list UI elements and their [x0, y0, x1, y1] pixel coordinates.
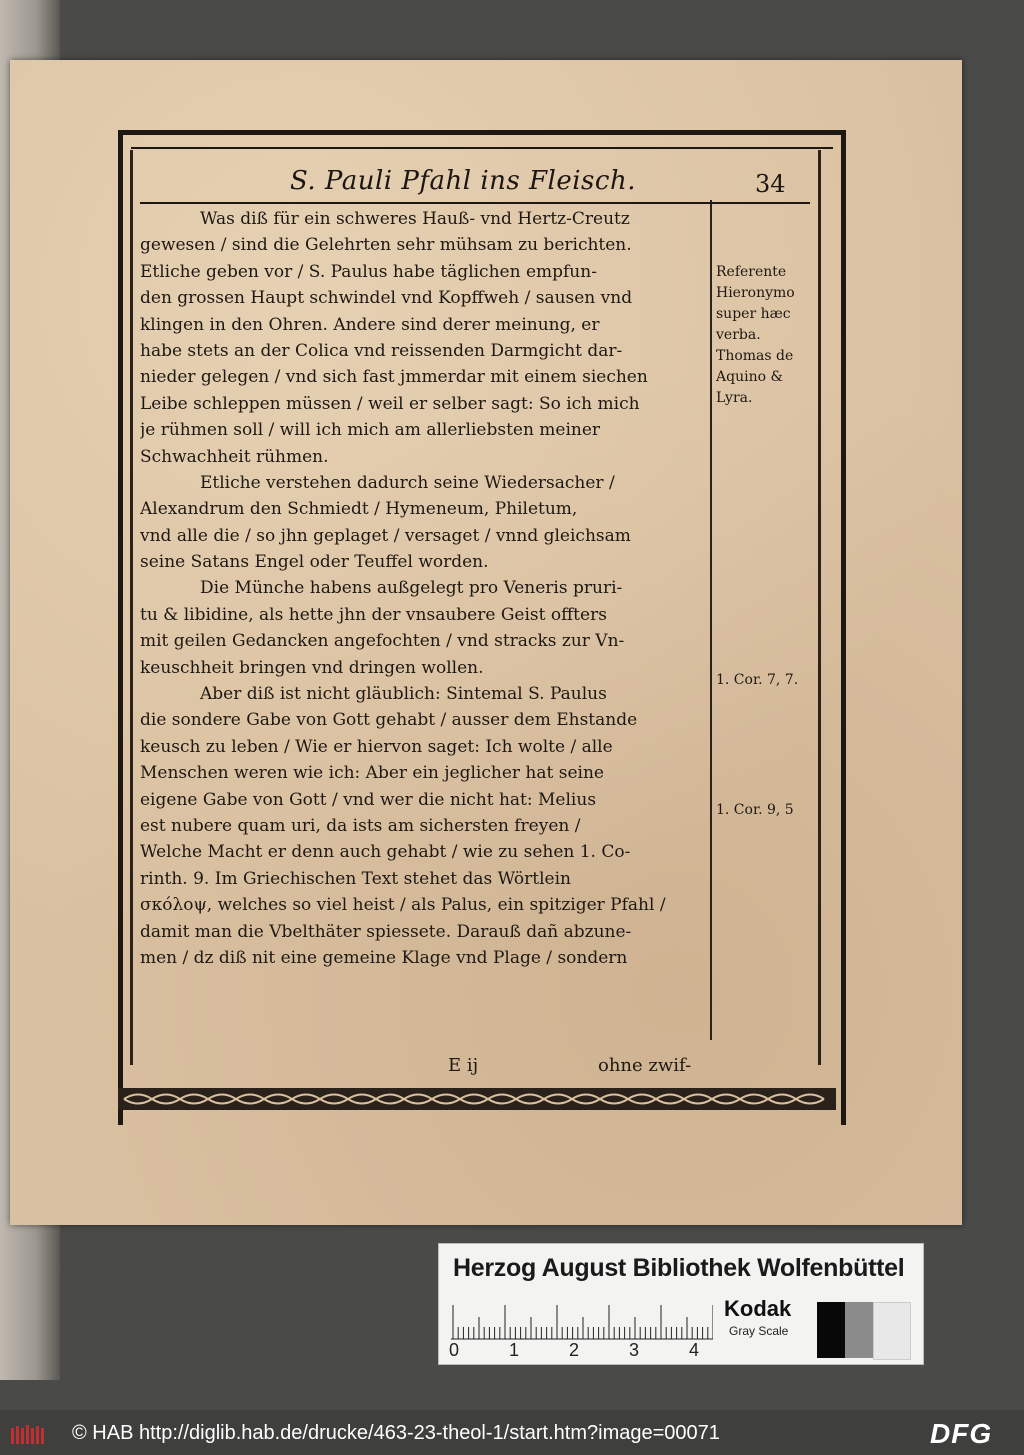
- body-line: Menschen weren wie ich: Aber ein jeglicher hat seine: [140, 763, 604, 784]
- margin-note-cor-9: [716, 800, 794, 821]
- footer-bar: [0, 1410, 1024, 1455]
- scale-number-1: 1: [509, 1340, 520, 1360]
- library-color-card: [438, 1243, 924, 1365]
- kodak-label: Kodak: [724, 1296, 792, 1321]
- scale-number-0: 0: [449, 1340, 460, 1360]
- body-line: die sondere Gabe von Gott gehabt / ausser dem Ehstande: [140, 710, 638, 731]
- inner-rule-left: [130, 150, 133, 1065]
- hab-logo-icon: [10, 1424, 44, 1446]
- signature-mark: E ij: [448, 1055, 479, 1076]
- body-line: tu & libidine, als hette jhn der vnsaubere Geist offters: [140, 604, 607, 625]
- ornament-border: [118, 1088, 836, 1110]
- page-number: 34: [755, 170, 786, 198]
- body-line: Die Münche habens außgelegt pro Veneris pruri-: [200, 578, 623, 599]
- margin-note-line: Lyra.: [716, 390, 753, 406]
- body-line: eigene Gabe von Gott / vnd wer die nicht hat: Melius: [140, 789, 597, 810]
- body-line: seine Satans Engel oder Teuffel worden.: [140, 552, 489, 573]
- margin-note-line: Aquino &: [716, 369, 783, 385]
- body-line: habe stets an der Colica vnd reissenden Darmgicht dar-: [140, 340, 623, 361]
- gray-patch-black: [817, 1302, 845, 1358]
- body-line: Was diß für ein schweres Hauß- vnd Hertz-Creutz: [200, 209, 630, 229]
- body-text: [140, 206, 708, 971]
- body-line: Schwachheit rühmen.: [140, 446, 329, 467]
- body-line: gewesen / sind die Gelehrten sehr mühsam zu berichten.: [140, 235, 632, 256]
- copyright-link[interactable]: © HAB http://diglib.hab.de/drucke/463-23-theol-1/start.htm?image=00071: [72, 1422, 720, 1444]
- body-line: Alexandrum den Schmiedt / Hymeneum, Philetum,: [140, 499, 578, 520]
- margin-note-line: verba.: [716, 327, 761, 343]
- body-line: men / dz diß nit eine gemeine Klage vnd Plage / sondern: [140, 947, 628, 968]
- margin-note-line: 1. Cor. 9, 5: [716, 802, 794, 818]
- body-line: Leibe schleppen müssen / weil er selber sagt: So ich mich: [140, 393, 640, 414]
- body-line: Etliche verstehen dadurch seine Wiedersacher /: [200, 472, 615, 493]
- catchword: ohne zwif-: [598, 1055, 692, 1076]
- gray-patch-light: [873, 1302, 911, 1360]
- scale-ruler: [451, 1300, 713, 1340]
- body-line: rinth. 9. Im Griechischen Text stehet das Wörtlein: [140, 868, 571, 889]
- margin-note-line: Hieronymo: [716, 285, 795, 301]
- inner-rule-right: [818, 150, 821, 1065]
- margin-note-cor-7: [716, 670, 798, 691]
- running-head: S. Pauli Pfahl ins Fleisch.: [290, 166, 636, 196]
- margin-note-line: super hæc: [716, 306, 791, 322]
- body-line: σκόλοψ, welches so viel heist / als Palus, ein spitziger Pfahl /: [140, 895, 666, 916]
- body-line: Etliche geben vor / S. Paulus habe täglichen empfun-: [140, 261, 597, 282]
- gray-patch-mid: [845, 1302, 873, 1358]
- scale-number-4: 4: [689, 1340, 700, 1360]
- margin-note-line: Referente: [716, 264, 787, 280]
- body-line: klingen in den Ohren. Andere sind derer meinung, er: [140, 314, 600, 335]
- body-line: damit man die Vbelthäter spiessete. Darauß dañ abzune-: [140, 921, 632, 942]
- body-line: keusch zu leben / Wie er hiervon saget: Ich wolte / alle: [140, 736, 613, 757]
- body-line: est nubere quam uri, da ists am sichersten freyen /: [140, 815, 581, 836]
- body-line: nieder gelegen / vnd sich fast jmmerdar mit einem siechen: [140, 367, 648, 388]
- scale-number-2: 2: [569, 1340, 580, 1360]
- body-line: je rühmen soll / will ich mich am allerliebsten meiner: [140, 420, 601, 441]
- body-line: den grossen Haupt schwindel vnd Kopffweh / sausen vnd: [140, 288, 633, 309]
- gray-scale-label: Gray Scale: [729, 1324, 789, 1338]
- margin-note-references: [716, 262, 795, 409]
- dfg-logo: DFG: [930, 1418, 993, 1449]
- scale-number-3: 3: [629, 1340, 640, 1360]
- body-line: Welche Macht er denn auch gehabt / wie zu sehen 1. Co-: [140, 842, 631, 863]
- body-line: vnd alle die / so jhn geplaget / versaget / vnnd gleichsam: [140, 525, 631, 546]
- margin-column-rule: [710, 200, 712, 1040]
- margin-note-line: Thomas de: [716, 348, 794, 364]
- margin-note-line: 1. Cor. 7, 7.: [716, 672, 799, 688]
- head-rule: [140, 202, 810, 204]
- library-name: Herzog August Bibliothek Wolfenbüttel: [453, 1254, 905, 1282]
- body-line: mit geilen Gedancken angefochten / vnd stracks zur Vn-: [140, 631, 625, 652]
- body-line: Aber diß ist nicht gläublich: Sintemal S. Paulus: [200, 684, 607, 705]
- body-line: keuschheit bringen vnd dringen wollen.: [140, 657, 484, 678]
